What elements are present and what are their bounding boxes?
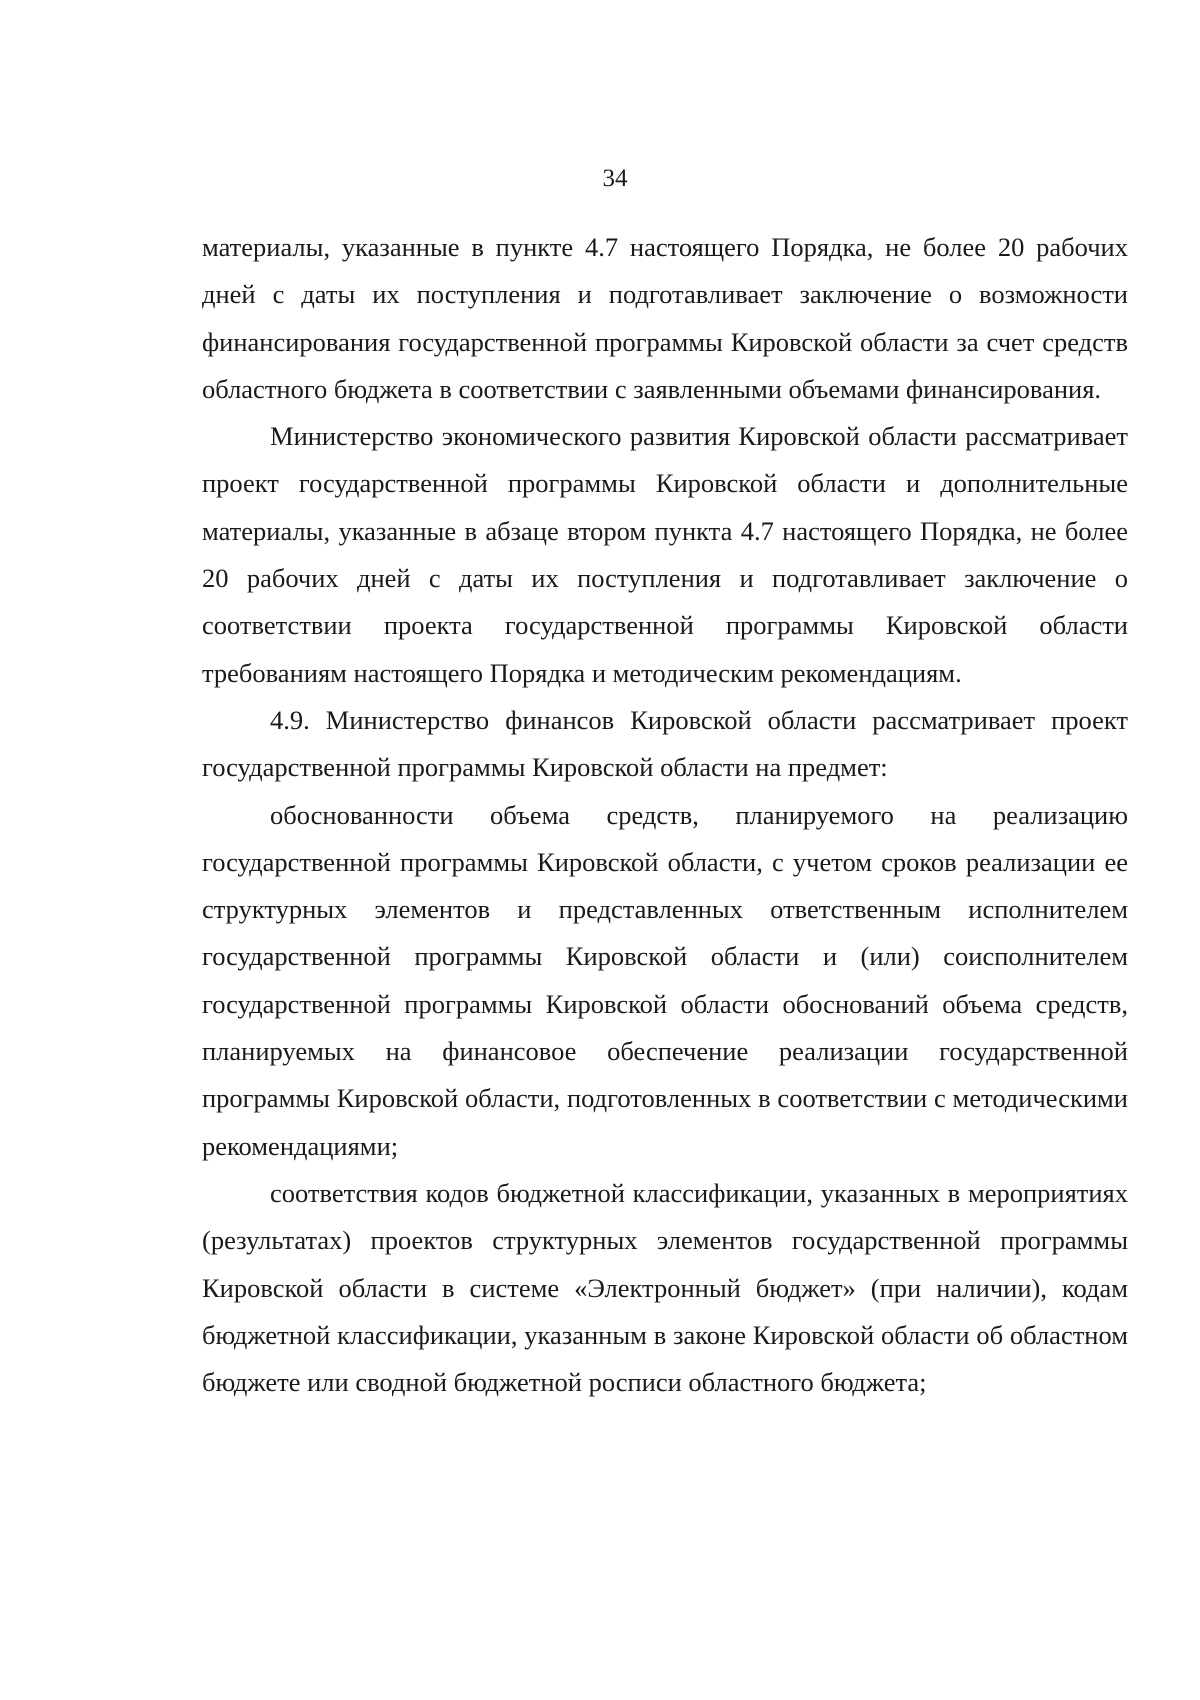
paragraph-clause-4-9: 4.9. Министерство финансов Кировской области рассматривает проект государственной программы Кировской области на предмет: [202,704,1128,783]
page-number: 34 [602,165,628,192]
document-body [202,224,1128,1406]
paragraph-continuation: материалы, указанные в пункте 4.7 настоящего Порядка, не более 20 рабочих дней с даты их поступления и подготавливает заключение о возможности финансирования государственной программы Кировской области за счет средств областного бюджета в соответствии с заявленными объемами финансирования. [202,232,1128,404]
paragraph-budget-codes-compliance: соответствия кодов бюджетной классификации, указанных в мероприятиях (результатах) проектов структурных элементов государственной программы Кировской области в системе «Электронный бюджет» (при наличии), кодам бюджетной классификации, указанным в законе Кировской области об областном бюджете или сводной бюджетной росписи областного бюджета; [202,1177,1128,1398]
paragraph-ministry-economic-development: Министерство экономического развития Кировской области рассматривает проект государственной программы Кировской области и дополнительные материалы, указанные в абзаце втором пункта 4.7 настоящего Порядка, не более 20 рабочих дней с даты их поступления и подготавливает заключение о соответствии проекта государственной программы Кировской области требованиям настоящего Порядка и методическим рекомендациям. [202,421,1128,688]
paragraph-validity-of-funds: обоснованности объема средств, планируемого на реализацию государственной программы Кировской области, с учетом сроков реализации ее структурных элементов и представленных ответственным исполнителем государственной программы Кировской области и (или) соисполнителем государственной программы Кировской области обоснований объема средств, планируемых на финансовое обеспечение реализации государственной программы Кировской области, подготовленных в соответствии с методическими рекомендациями; [202,799,1128,1161]
